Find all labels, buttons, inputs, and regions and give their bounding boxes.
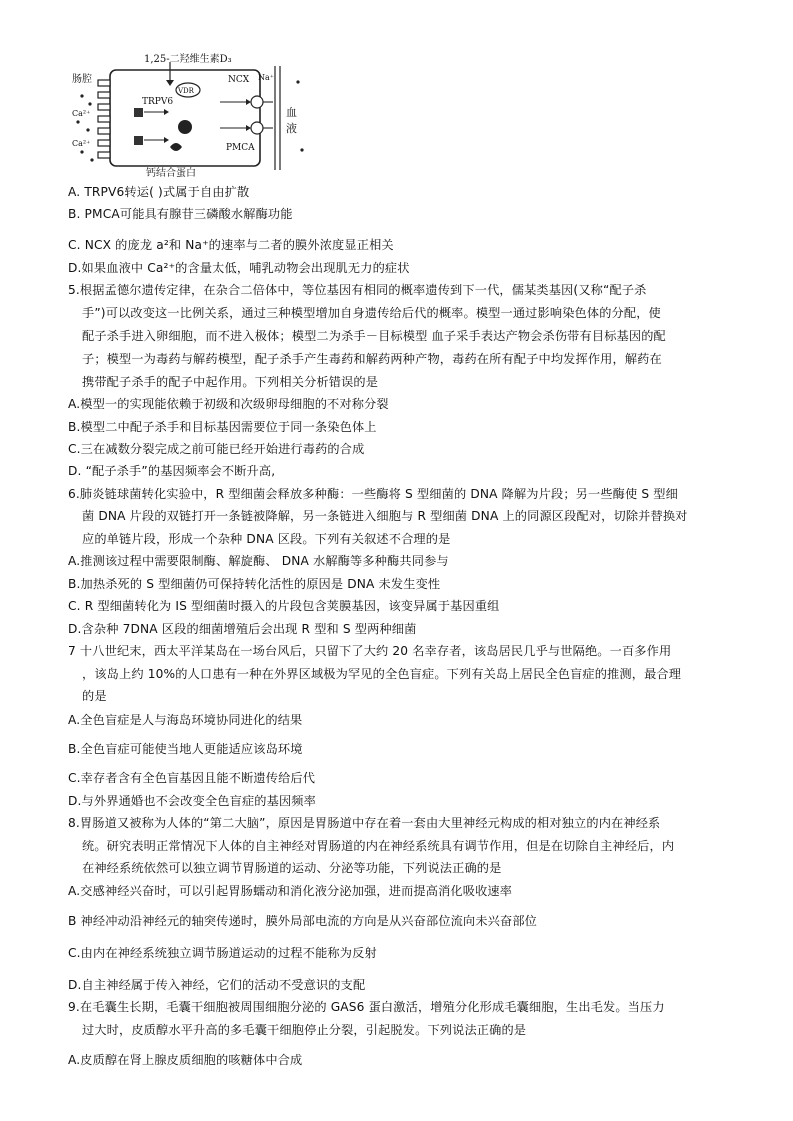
q8-option-b: B 神经冲动沿神经元的轴突传递时，膜外局部电流的方向是从兴奋部位流向未兴奋部位 bbox=[68, 914, 538, 928]
blood-label-1: 血 bbox=[286, 106, 297, 119]
question-9-line-2: 过大时，皮质醇水平升高的多毛囊干细胞停止分裂，引起脱发。下列说法正确的是 bbox=[82, 1023, 527, 1037]
trpv6-channel-1 bbox=[134, 108, 143, 117]
q8-option-d: D.自主神经属于传入神经，它们的活动不受意识的支配 bbox=[68, 978, 366, 992]
hormone-label: 1,25-二羟维生素D₃ bbox=[144, 54, 232, 65]
question-9-line-1: 9.在毛囊生长期，毛囊干细胞被周围细胞分泌的 GAS6 蛋白激活，增殖分化形成毛囊细胞，生出毛发。当压力 bbox=[68, 1000, 665, 1014]
question-7-line-3: 的是 bbox=[82, 689, 107, 703]
calcium-transport-diagram bbox=[70, 52, 310, 178]
option-b: B. PMCA可能具有腺苷三磷酸水解酶功能 bbox=[68, 207, 293, 221]
diagram-svg bbox=[70, 52, 310, 178]
option-d: D.如果血液中 Ca²⁺的含量太低，哺乳动物会出现肌无力的症状 bbox=[68, 261, 410, 275]
option-c: C. NCX 的庞龙 a²和 Na⁺的速率与二者的膜外浓度显正相关 bbox=[68, 238, 394, 252]
nucleus-blob bbox=[178, 120, 192, 134]
q7-option-a: A.全色盲症是人与海岛环境协同进化的结果 bbox=[68, 713, 303, 727]
q6-option-c: C. R 型细菌转化为 IS 型细菌时摄入的片段包含荚膜基因，该变异属于基因重组 bbox=[68, 599, 500, 613]
trpv6-channel-2 bbox=[134, 136, 143, 145]
q7-option-b: B.全色盲症可能使当地人更能适应该岛环境 bbox=[68, 742, 303, 756]
protein-blob bbox=[170, 143, 182, 151]
q5-option-d: D. “配子杀手”的基因频率会不断升高, bbox=[68, 464, 276, 478]
q6-option-d: D.含杂种 7DNA 区段的细菌增殖后会出现 R 型和 S 型两种细菌 bbox=[68, 622, 417, 636]
question-5-line-3: 配子杀手进入卵细胞，而不进入极体；模型二为杀手－目标模型 血子采手表达产物会杀伤带有目标基因的配 bbox=[82, 329, 666, 343]
calbindin-label: 钙结合蛋白 bbox=[146, 168, 196, 178]
blood-label-2: 液 bbox=[286, 122, 297, 135]
q5-option-c: C.三在减数分裂完成之前可能已经开始进行毒药的合成 bbox=[68, 442, 365, 456]
question-8-line-2: 统。研究表明正常情况下人体的自主神经对胃肠道的内在神经系统具有调节作用，但是在切除自主神经后，内 bbox=[82, 839, 675, 853]
calcium-label-2: Ca²⁺ bbox=[72, 139, 91, 148]
question-5-line-1: 5.根据孟德尔遗传定律，在杂合二倍体中，等位基因有相同的概率遗传到下一代，儒某类基因(又称“配子杀 bbox=[68, 283, 647, 297]
question-5-line-4: 子；模型一为毒药与解药模型，配子杀手产生毒药和解药两种产物，毒药在所有配子中均发挥作用，解药在 bbox=[82, 352, 662, 366]
question-5-line-5: 携带配子杀手的配子中起作用。下列相关分析错误的是 bbox=[82, 375, 379, 389]
q9-option-a: A.皮质醇在肾上腺皮质细胞的咳糖体中合成 bbox=[68, 1053, 303, 1067]
pmca-label: PMCA bbox=[226, 143, 255, 153]
vdr-label: VDR bbox=[178, 87, 194, 95]
question-6-line-3: 应的单链片段，形成一个杂种 DNA 区段。下列有关叙述不合理的是 bbox=[82, 532, 451, 546]
q7-option-c: C.幸存者含有全色盲基因且能不断遗传给后代 bbox=[68, 771, 316, 785]
q5-option-b: B.模型二中配子杀手和目标基因需要位于同一条染色体上 bbox=[68, 420, 377, 434]
q6-option-b: B.加热杀死的 S 型细菌仍可保持转化活性的原因是 DNA 未发生变性 bbox=[68, 577, 441, 591]
question-8-line-3: 在神经系统依然可以独立调节胃肠道的运动、分泌等功能，下列说法正确的是 bbox=[82, 861, 502, 875]
sodium-label: Na⁺ bbox=[258, 73, 274, 82]
q7-option-d: D.与外界通婚也不会改变全色盲症的基因频率 bbox=[68, 794, 316, 808]
calcium-label-1: Ca²⁺ bbox=[72, 109, 91, 118]
q6-option-a: A.推测该过程中需要限制酶、解旋酶、 DNA 水解酶等多种酶共同参与 bbox=[68, 554, 449, 568]
question-6-line-1: 6.肺炎链球菌转化实验中，R 型细菌会释放多种酶：一些酶将 S 型细菌的 DNA 降解为片段；另一些酶使 S 型细 bbox=[68, 487, 678, 501]
trpv6-label: TRPV6 bbox=[142, 97, 174, 107]
ncx-transporter bbox=[251, 96, 263, 108]
microvilli bbox=[98, 80, 110, 158]
q5-option-a: A.模型一的实现能依赖于初级和次级卵母细胞的不对称分裂 bbox=[68, 397, 389, 411]
pmca-pump bbox=[251, 122, 263, 134]
ncx-label: NCX bbox=[228, 75, 250, 85]
lumen-label: 肠腔 bbox=[72, 74, 92, 85]
question-5-line-2: 手”)可以改变这一比例关系，通过三种模型增加自身遗传给后代的概率。模型一通过影响染色体的分配，使 bbox=[82, 306, 661, 320]
q8-option-c: C.由内在神经系统独立调节肠道运动的过程不能称为反射 bbox=[68, 946, 377, 960]
question-7-line-2: ，该岛上约 10%的人口患有一种在外界区域极为罕见的全色盲症。下列有关岛上居民全色盲症的推测，最合理 bbox=[82, 667, 682, 681]
q8-option-a: A.交感神经兴奋时，可以引起胃肠蠕动和消化液分泌加强，进而提高消化吸收速率 bbox=[68, 884, 513, 898]
question-7-line-1: 7 十八世纪末，西太平洋某岛在一场台风后，只留下了大约 20 名幸存者，该岛居民几乎与世隔绝。一百多作用 bbox=[68, 644, 672, 658]
option-a: A. TRPV6转运( )式属于自由扩散 bbox=[68, 185, 250, 199]
question-6-line-2: 菌 DNA 片段的双链打开一条链被降解，另一条链进入细胞与 R 型细菌 DNA 上的同源区段配对，切除并替换对 bbox=[82, 509, 688, 523]
question-8-line-1: 8.胃肠道又被称为人体的“第二大脑”，原因是胃肠道中存在着一套由大里神经元构成的相对独立的内在神经系 bbox=[68, 816, 661, 830]
